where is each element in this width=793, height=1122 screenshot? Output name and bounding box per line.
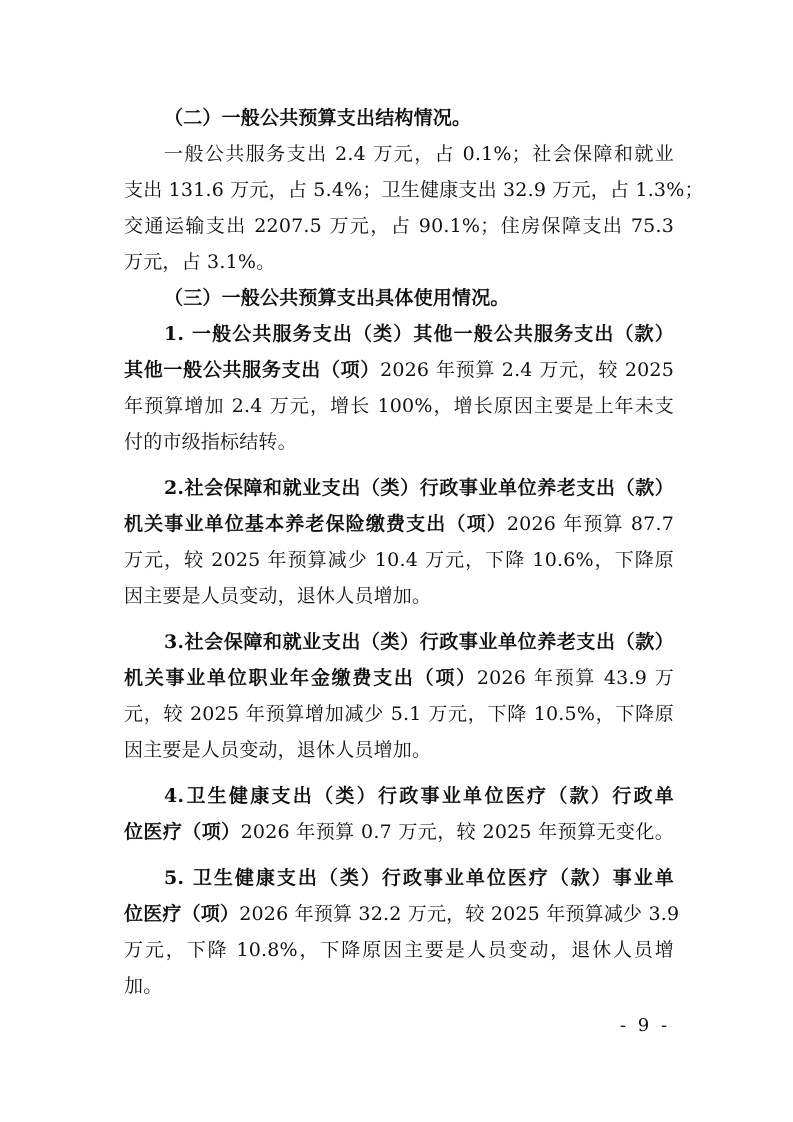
document-body [124, 100, 704, 1004]
page-number: - 9 - [620, 1015, 671, 1036]
item-2-budget: 2026 年预算 87.7 [506, 513, 674, 535]
item-1-budget: 2026 年预算 2.4 万元，较 2025 [380, 359, 675, 381]
item-3-line: 因主要是人员变动，退休人员增加。 [124, 739, 432, 761]
item-5-line: 万元，下降 10.8%，下降原因主要是人员变动，退休人员增 [124, 939, 674, 961]
item-1-subtitle: 其他一般公共服务支出（项） [124, 359, 381, 381]
item-2-subtitle: 机关事业单位基本养老保险缴费支出（项） [124, 513, 507, 535]
item-3-subtitle: 机关事业单位职业年金缴费支出（项） [124, 667, 477, 689]
paragraph-line: 万元，占 3.1%。 [124, 251, 276, 273]
item-4-title: 4.卫生健康支出（类）行政事业单位医疗（款）行政单 [164, 785, 674, 807]
section-heading-3: （三）一般公共预算支出具体使用情况。 [164, 287, 510, 309]
paragraph-line: 交通运输支出 2207.5 万元，占 90.1%；住房保障支出 75.3 [124, 215, 674, 237]
item-1-title: 1. 一般公共服务支出（类）其他一般公共服务支出（款） [164, 323, 674, 345]
item-1-line: 年预算增加 2.4 万元，增长 100%，增长原因主要是上年未支 [124, 395, 674, 417]
paragraph-line: 一般公共服务支出 2.4 万元，占 0.1%；社会保障和就业 [164, 143, 674, 165]
item-3-line: 元，较 2025 年预算增加减少 5.1 万元，下降 10.5%，下降原 [124, 703, 674, 725]
item-1-line [124, 352, 674, 388]
item-3-line [124, 660, 674, 696]
item-3-title: 3.社会保障和就业支出（类）行政事业单位养老支出（款） [164, 631, 674, 653]
item-1-line: 付的市级指标结转。 [124, 431, 297, 453]
item-5-budget: 2026 年预算 32.2 万元，较 2025 年预算减少 3.9 [239, 903, 680, 925]
item-2-line [124, 506, 674, 542]
item-2-line: 万元，较 2025 年预算减少 10.4 万元，下降 10.6%，下降原 [124, 549, 674, 571]
item-2-line: 因主要是人员变动，退休人员增加。 [124, 585, 432, 607]
item-3-budget: 2026 年预算 43.9 万 [476, 667, 674, 689]
item-5-title: 5. 卫生健康支出（类）行政事业单位医疗（款）事业单 [164, 867, 674, 889]
item-5-line: 加。 [124, 975, 163, 997]
paragraph-line: 支出 131.6 万元，占 5.4%；卫生健康支出 32.9 万元，占 1.3%； [124, 179, 704, 201]
item-4-budget: 2026 年预算 0.7 万元，较 2025 年预算无变化。 [240, 821, 675, 843]
section-heading-2: （二）一般公共预算支出结构情况。 [164, 107, 472, 129]
item-5-subtitle: 位医疗（项） [124, 903, 240, 925]
item-5-line [124, 896, 680, 932]
item-4-line [124, 814, 674, 850]
item-4-subtitle: 位医疗（项） [124, 821, 241, 843]
item-2-title: 2.社会保障和就业支出（类）行政事业单位养老支出（款） [164, 477, 674, 499]
